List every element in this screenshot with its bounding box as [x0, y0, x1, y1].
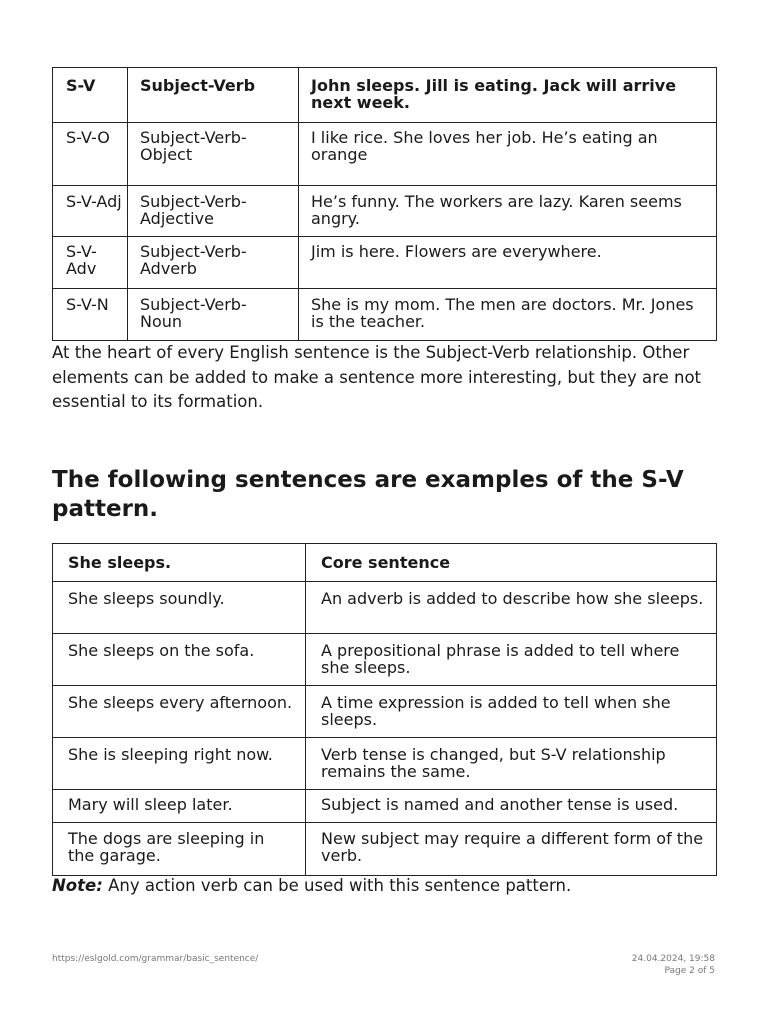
pattern-code: S-V-Adj	[53, 186, 128, 237]
pattern-code: S-V	[53, 68, 128, 123]
pattern-name: Subject-Verb-Adjective	[128, 186, 299, 237]
table-row	[53, 686, 717, 738]
table-row	[53, 289, 717, 341]
table-row	[53, 823, 717, 876]
pattern-name: Subject-Verb-Noun	[128, 289, 299, 341]
table-row	[53, 237, 717, 289]
table-row	[53, 790, 717, 823]
footer-meta	[632, 953, 715, 977]
intro-paragraph: At the heart of every English sentence is the Subject-Verb relationship. Other elements can be added to make a sentence more interesting, but they are not essential to its formation.	[52, 343, 702, 411]
example-sentence: She sleeps on the sofa.	[53, 634, 306, 686]
example-sentence: The dogs are sleeping in the garage.	[53, 823, 306, 876]
example-sentence: Mary will sleep later.	[53, 790, 306, 823]
pattern-examples: She is my mom. The men are doctors. Mr. Jones is the teacher.	[299, 289, 717, 341]
note-text: Any action verb can be used with this sentence pattern.	[102, 876, 572, 895]
note-label: Note:	[52, 876, 103, 895]
sv-examples-table	[52, 543, 717, 876]
table-row	[53, 123, 717, 186]
table-row	[53, 738, 717, 790]
example-explanation: Subject is named and another tense is used.	[306, 790, 717, 823]
pattern-examples: I like rice. She loves her job. He’s eating an orange	[299, 123, 717, 186]
source-url: https://eslgold.com/grammar/basic_sentence/	[52, 954, 259, 964]
sentence-patterns-table	[52, 67, 717, 341]
pattern-code: S-V-N	[53, 289, 128, 341]
example-explanation: A prepositional phrase is added to tell where she sleeps.	[306, 634, 717, 686]
pattern-examples: He’s funny. The workers are lazy. Karen seems angry.	[299, 186, 717, 237]
example-explanation: An adverb is added to describe how she sleeps.	[306, 582, 717, 634]
table-row	[53, 68, 717, 123]
example-explanation: Core sentence	[306, 544, 717, 582]
pattern-name: Subject-Verb-Object	[128, 123, 299, 186]
example-sentence: She sleeps soundly.	[53, 582, 306, 634]
pattern-examples: John sleeps. Jill is eating. Jack will arrive next week.	[299, 68, 717, 123]
table-row	[53, 544, 717, 582]
example-explanation: Verb tense is changed, but S-V relationship remains the same.	[306, 738, 717, 790]
section-heading: The following sentences are examples of the S-V pattern.	[52, 467, 684, 522]
pattern-examples: Jim is here. Flowers are everywhere.	[299, 237, 717, 289]
print-datetime: 24.04.2024, 19:58	[631, 954, 715, 964]
table-row	[53, 186, 717, 237]
example-sentence: She sleeps every afternoon.	[53, 686, 306, 738]
example-explanation: A time expression is added to tell when she sleeps.	[306, 686, 717, 738]
pattern-name: Subject-Verb-Adverb	[128, 237, 299, 289]
note	[52, 876, 571, 896]
example-explanation: New subject may require a different form of the verb.	[306, 823, 717, 876]
footer-url	[52, 953, 258, 965]
pattern-name: Subject-Verb	[128, 68, 299, 123]
page-number: Page 2 of 5	[664, 966, 715, 976]
table-row	[53, 582, 717, 634]
pattern-code: S-V-Adv	[53, 237, 128, 289]
pattern-code: S-V-O	[53, 123, 128, 186]
table-row	[53, 634, 717, 686]
example-sentence: She is sleeping right now.	[53, 738, 306, 790]
example-sentence: She sleeps.	[53, 544, 306, 582]
